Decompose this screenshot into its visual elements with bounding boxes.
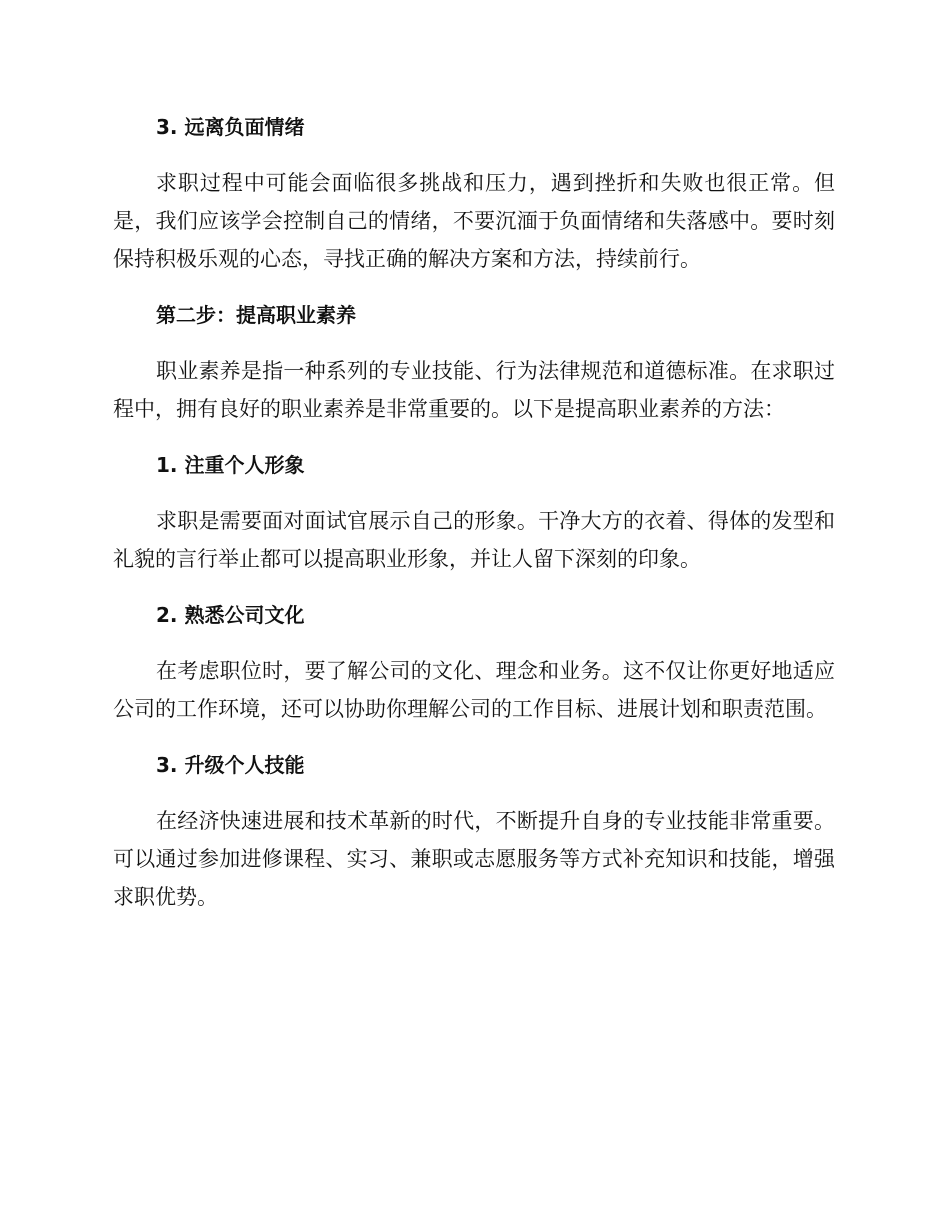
document-body bbox=[113, 108, 835, 916]
section-heading-personal-image: 1. 注重个人形象 bbox=[156, 453, 305, 477]
section-heading-upgrade-skills: 3. 升级个人技能 bbox=[156, 753, 305, 777]
section-heading-avoid-negative-emotions: 3. 远离负面情绪 bbox=[156, 115, 305, 139]
paragraph-avoid-negative-emotions: 求职过程中可能会面临很多挑战和压力，遇到挫折和失败也很正常。但是，我们应该学会控制自己的情绪，不要沉湎于负面情绪和失落感中。要时刻保持积极乐观的心态，寻找正确的解决方案和方法，持续前行。 bbox=[113, 171, 835, 271]
section-heading-step-two: 第二步：提高职业素养 bbox=[156, 303, 356, 327]
section-heading-company-culture: 2. 熟悉公司文化 bbox=[156, 603, 305, 627]
paragraph-personal-image: 求职是需要面对面试官展示自己的形象。干净大方的衣着、得体的发型和礼貌的言行举止都可以提高职业形象，并让人留下深刻的印象。 bbox=[113, 509, 835, 571]
paragraph-company-culture: 在考虑职位时，要了解公司的文化、理念和业务。这不仅让你更好地适应公司的工作环境，还可以协助你理解公司的工作目标、进展计划和职责范围。 bbox=[113, 659, 835, 721]
paragraph-step-two: 职业素养是指一种系列的专业技能、行为法律规范和道德标准。在求职过程中，拥有良好的职业素养是非常重要的。以下是提高职业素养的方法： bbox=[113, 359, 835, 421]
paragraph-upgrade-skills: 在经济快速进展和技术革新的时代，不断提升自身的专业技能非常重要。可以通过参加进修课程、实习、兼职或志愿服务等方式补充知识和技能，增强求职优势。 bbox=[113, 809, 835, 909]
